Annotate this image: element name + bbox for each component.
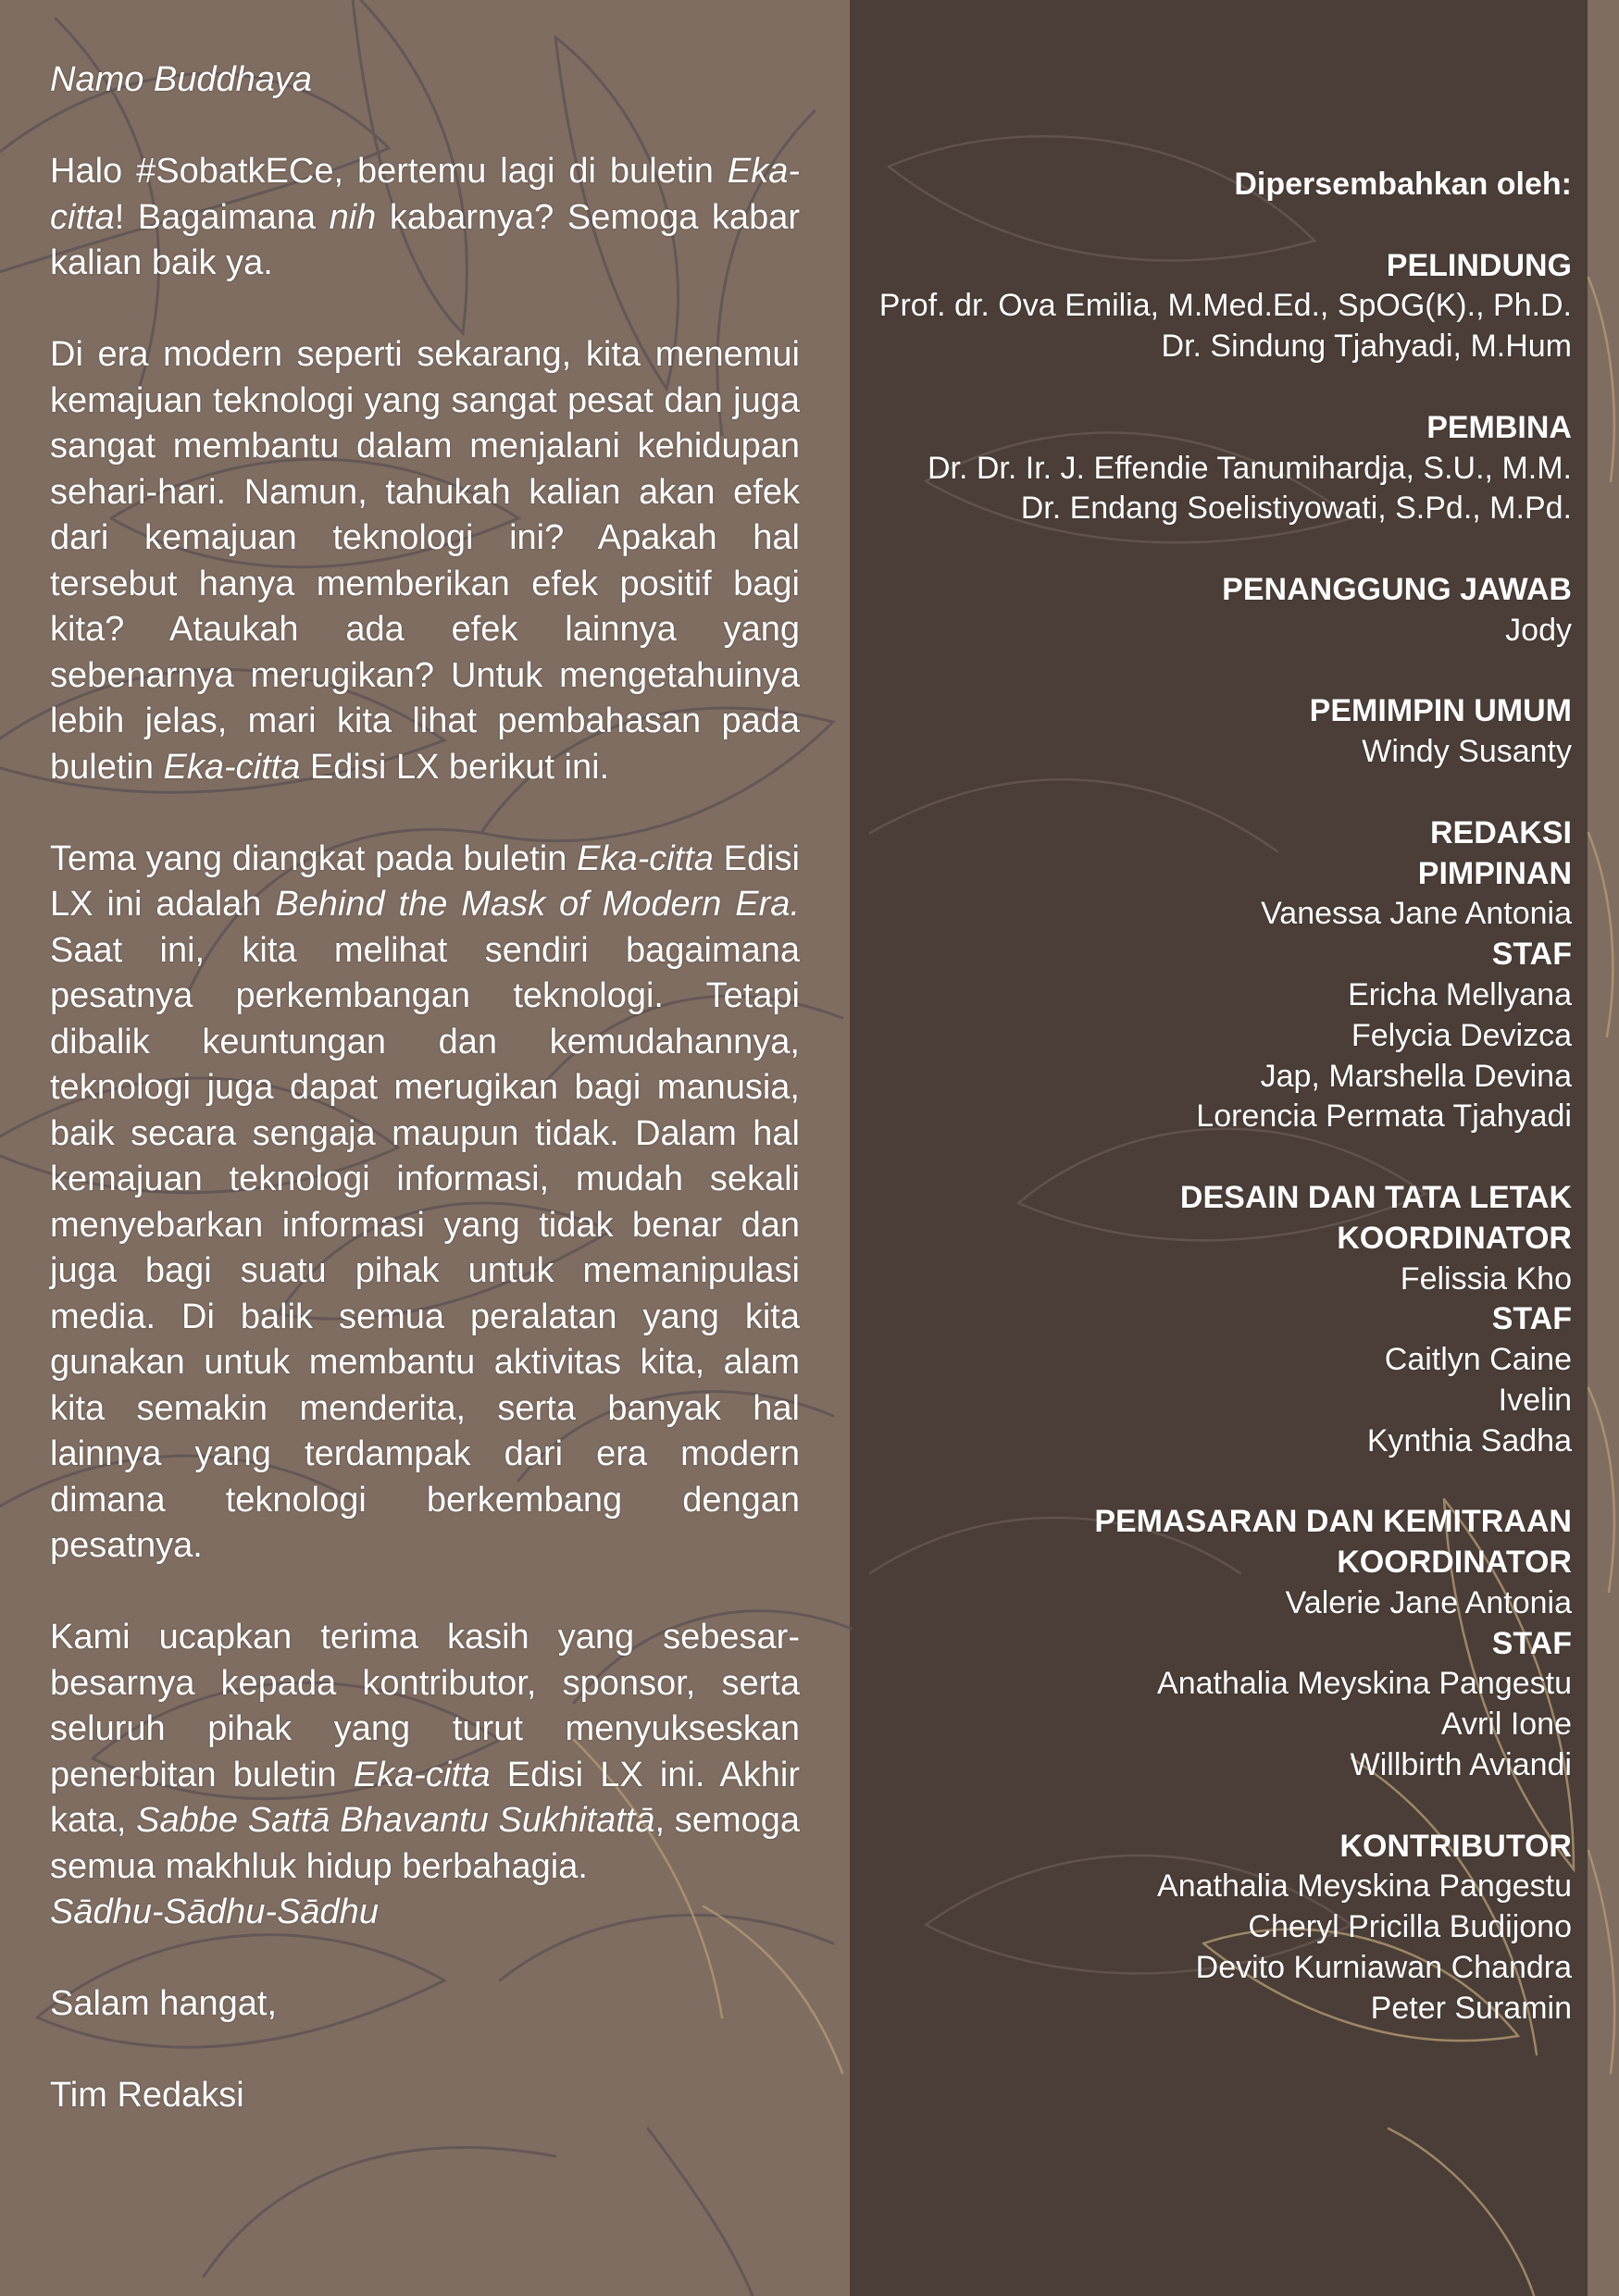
text-run: Edisi LX ini. Akhir kata, <box>50 1755 800 1840</box>
credit-name: Dr. Sindung Tjahyadi, M.Hum <box>1161 329 1572 365</box>
paragraph-introduction <box>50 332 800 790</box>
salutation: Namo Buddhaya <box>50 60 313 99</box>
credit-role-title: KOORDINATOR <box>1337 1220 1572 1256</box>
credit-role-title: STAF <box>1491 1625 1572 1661</box>
credit-section <box>861 246 1572 367</box>
credit-section <box>861 813 1572 1137</box>
credit-name: Windy Susanty <box>1362 734 1572 770</box>
credit-name: Jody <box>1505 612 1572 648</box>
credit-role-title: KOORDINATOR <box>1337 1545 1572 1581</box>
credit-section-title: PEMASARAN DAN KEMITRAAN <box>1094 1504 1572 1540</box>
text-run: kabarnya? Semoga kabar kalian baik ya. <box>50 197 800 282</box>
text-run: ! Bagaimana <box>114 197 330 237</box>
credit-role-title: STAF <box>1491 1301 1572 1337</box>
credit-name: Cheryl Pricilla Budijono <box>1248 1909 1572 1945</box>
text-run: Edisi LX berikut ini. <box>300 747 610 787</box>
credit-section <box>861 1827 1572 2029</box>
credit-section <box>861 408 1572 529</box>
credit-section-title: DESAIN DAN TATA LETAK <box>1179 1179 1572 1215</box>
italic-text: nih <box>329 197 377 237</box>
signature: Tim Redaksi <box>50 2076 244 2115</box>
italic-text: Eka-citta <box>353 1755 491 1794</box>
credit-role-title: STAF <box>1491 937 1572 973</box>
closing-phrase: Sādhu-Sādhu-Sādhu <box>50 1893 379 1931</box>
credit-role-title: PIMPINAN <box>1417 855 1572 891</box>
credit-name: Dr. Dr. Ir. J. Effendie Tanumihardja, S.U., M.M. <box>927 450 1572 486</box>
credit-name: Felissia Kho <box>1400 1260 1572 1297</box>
credit-section-title: PENANGGUNG JAWAB <box>1222 571 1572 607</box>
credit-name: Anathalia Meyskina Pangestu <box>1157 1666 1572 1702</box>
italic-text: Eka-citta <box>577 838 714 878</box>
credit-name: Caitlyn Caine <box>1384 1342 1572 1378</box>
credit-section <box>861 1178 1572 1462</box>
credit-section-title: REDAKSI <box>1429 814 1572 850</box>
italic-text: Eka-citta <box>163 747 301 787</box>
credit-section-title: PEMIMPIN UMUM <box>1309 693 1572 729</box>
text-run: Saat ini, kita melihat sendiri bagaimana pesatnya perkembangan teknologi. Tetapi dibalik keuntungan dan kemudahannya, teknologi juga dapat merugikan bagi manusia, baik secara sengaja maupun tidak. Dalam hal kemajuan teknologi informasi, mudah sekali menyebarkan informasi yang tidak benar dan juga bagi suatu pihak untuk memanipulasi media. Di balik semua peralatan yang kita gunakan untuk membantu aktivitas kita, alam kita semakin menderita, serta banyak hal lainnya yang terdampak dari era modern dimana teknologi berkembang dengan pesatnya. <box>50 930 800 1565</box>
credit-section-title: PELINDUNG <box>1386 247 1572 283</box>
credit-section <box>861 570 1572 652</box>
credit-name: Anathalia Meyskina Pangestu <box>1157 1868 1572 1905</box>
credit-name: Dr. Endang Soelistiyowati, S.Pd., M.Pd. <box>1020 490 1572 527</box>
paragraph-theme <box>50 837 800 1570</box>
credit-name: Valerie Jane Antonia <box>1285 1584 1572 1620</box>
text-run: Halo #SobatkECe, bertemu lagi di buletin <box>50 152 728 191</box>
text-run: Tema yang diangkat pada buletin <box>50 838 578 878</box>
credit-name: Ericha Mellyana <box>1348 976 1572 1012</box>
italic-text: Behind the Mask of Modern Era. <box>275 885 800 924</box>
credit-section <box>861 691 1572 773</box>
credit-section-title: KONTRIBUTOR <box>1339 1828 1572 1864</box>
paragraph-greeting <box>50 149 800 287</box>
credit-name: Avril Ione <box>1440 1706 1572 1743</box>
credits-list <box>861 165 1572 2069</box>
credit-name: Lorencia Permata Tjahyadi <box>1196 1098 1572 1135</box>
credit-name: Peter Suramin <box>1370 1990 1572 2026</box>
credit-section-title: PEMBINA <box>1426 409 1572 445</box>
credit-name: Vanessa Jane Antonia <box>1261 896 1572 932</box>
credit-name: Devito Kurniawan Chandra <box>1195 1950 1572 1986</box>
credit-name: Willbirth Aviandi <box>1350 1747 1572 1783</box>
paragraph-thanks <box>50 1615 800 1890</box>
credit-sections <box>861 246 1572 2029</box>
text-run: Di era modern seperti sekarang, kita menemui kemajuan teknologi yang sangat pesat dan juga sangat membantu dalam menjalani kehidupan sehari-hari. Namun, tahukah kalian akan efek dari kemajuan teknologi ini? Apakah hal tersebut hanya memberikan efek positif bagi kita? Ataukah ada efek lainnya yang sebenarnya merugikan? Untuk mengetahuinya lebih jelas, mari kita lihat pembahasan pada buletin <box>50 335 800 787</box>
closing-greeting: Salam hangat, <box>50 1984 278 2023</box>
credit-name: Prof. dr. Ova Emilia, M.Med.Ed., SpOG(K)., Ph.D. <box>878 288 1572 324</box>
text-run: Edisi LX ini adalah <box>50 838 801 924</box>
italic-text: Eka-citta <box>50 152 800 237</box>
credit-name: Ivelin <box>1498 1382 1572 1418</box>
italic-text: Sabbe Sattā Bhavantu Sukhitattā <box>136 1801 655 1840</box>
presented-by-heading: Dipersembahkan oleh: <box>1234 167 1572 202</box>
credit-name: Jap, Marshella Devina <box>1260 1058 1572 1094</box>
credit-name: Felycia Devizca <box>1351 1017 1572 1053</box>
text-run: , semoga semua makhluk hidup berbahagia. <box>50 1801 800 1886</box>
credit-section <box>861 1502 1572 1786</box>
editorial-letter <box>50 57 800 2165</box>
credit-name: Kynthia Sadha <box>1366 1422 1572 1458</box>
text-run: Kami ucapkan terima kasih yang sebesar-besarnya kepada kontributor, sponsor, serta seluruh pihak yang turut menyukseskan penerbitan buletin <box>50 1618 800 1794</box>
